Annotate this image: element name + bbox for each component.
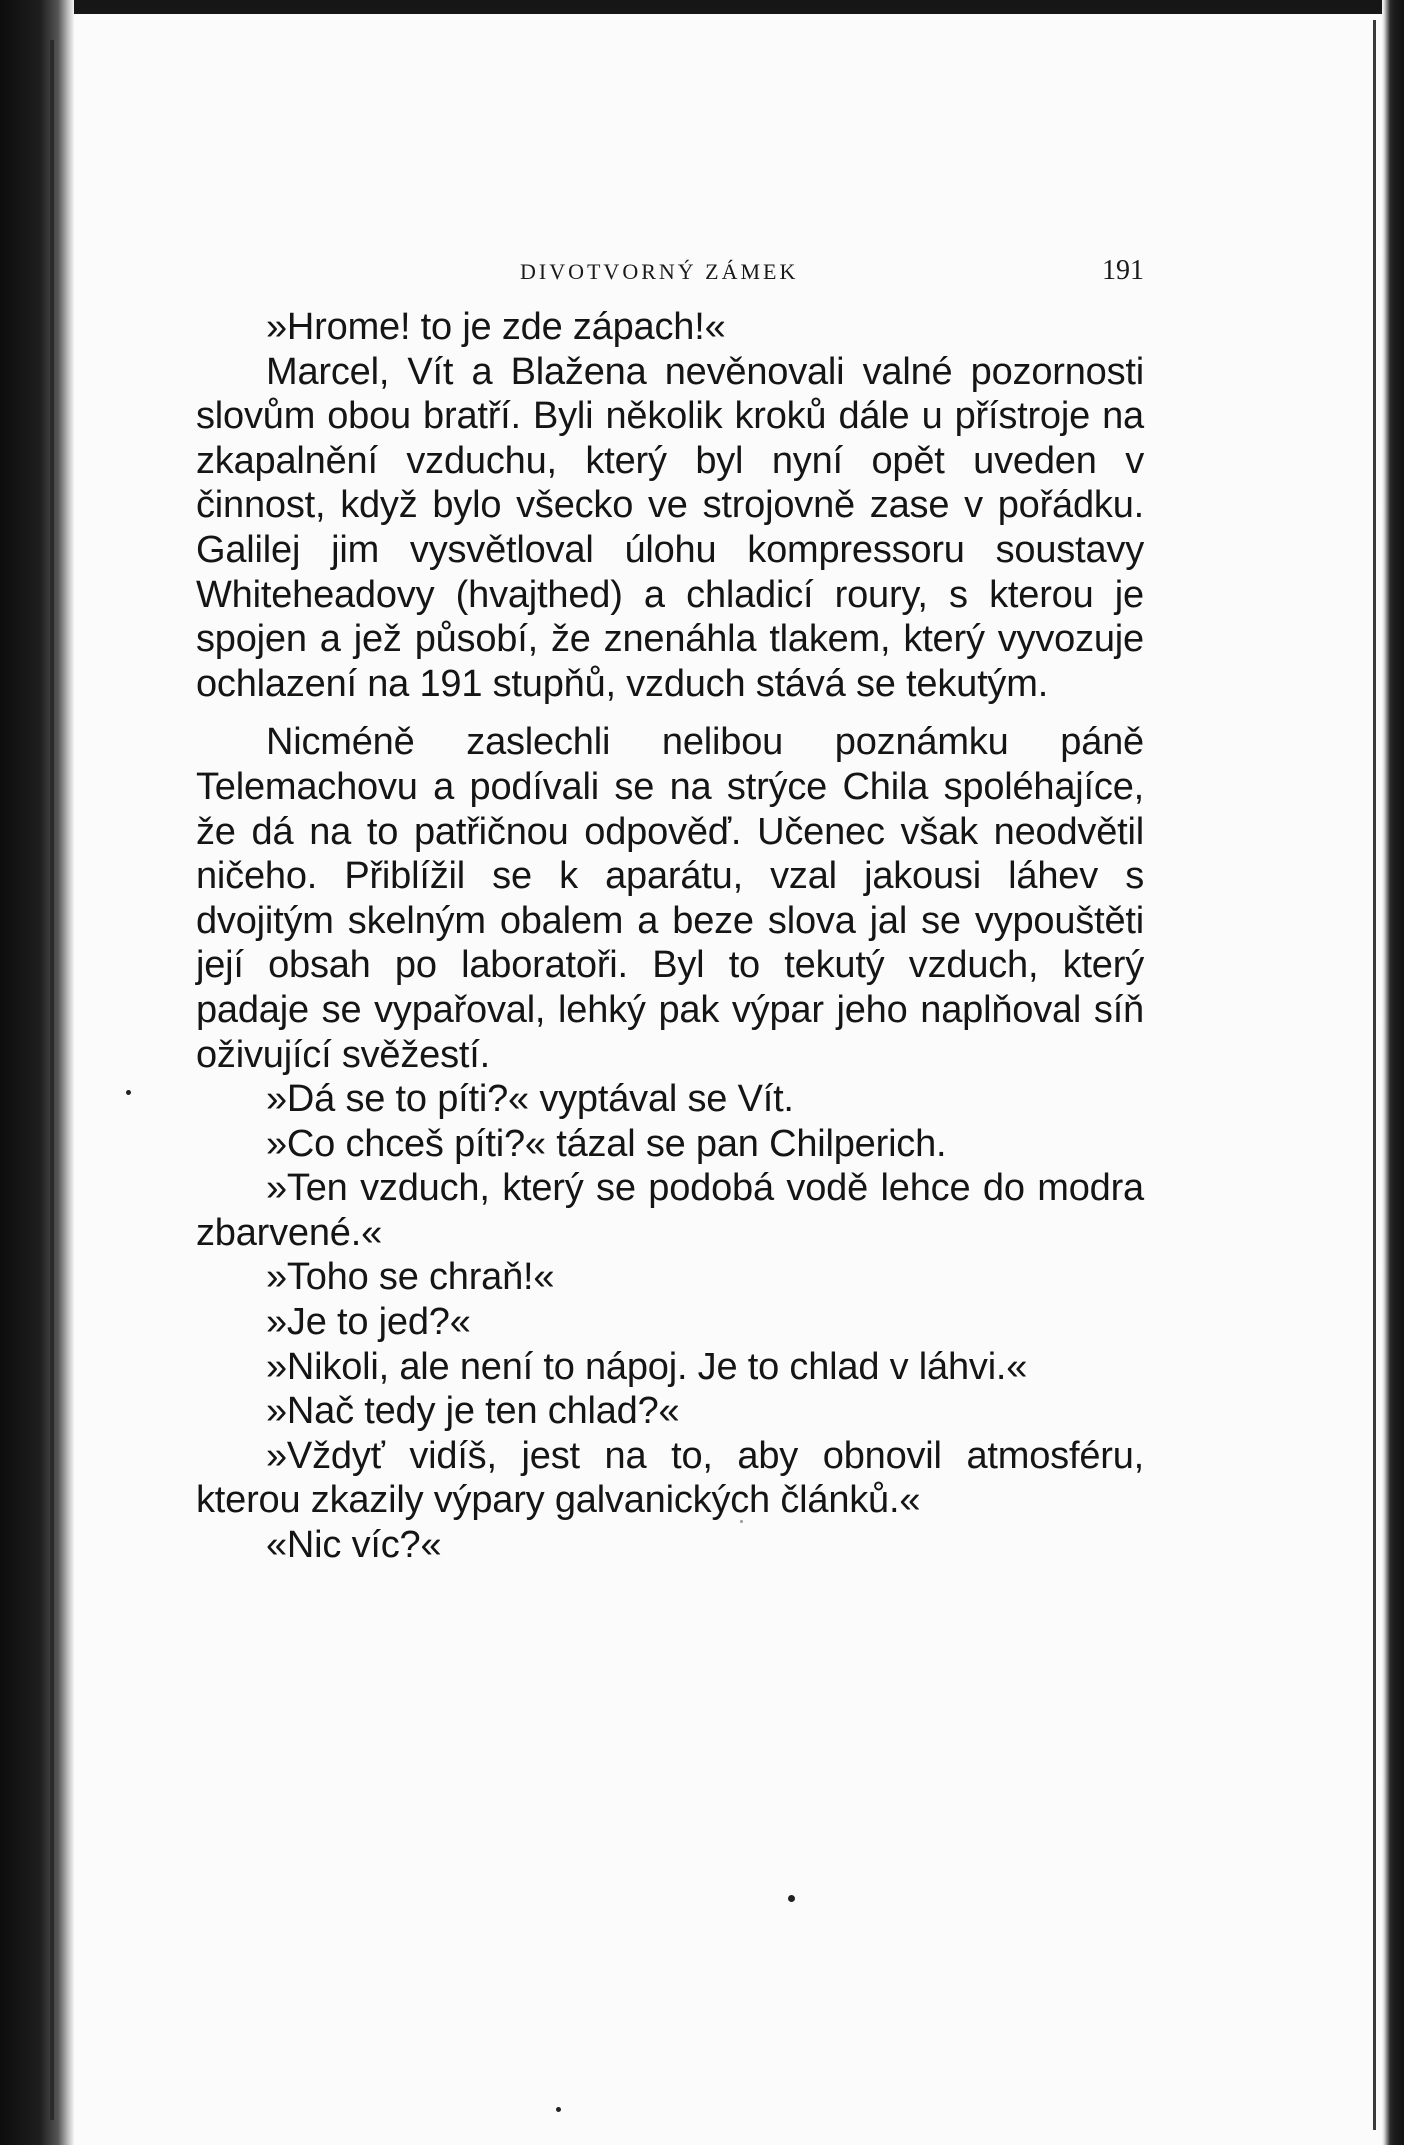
dialogue-line: »Co chceš píti?« tázal se pan Chilperich. — [266, 1122, 947, 1165]
dialogue-line: »Dá se to píti?« vyptával se Vít. — [266, 1078, 794, 1121]
running-head: DIVOTVORNÝ ZÁMEK — [520, 259, 799, 284]
paragraph: »Hrome! to je zde zápach!« — [266, 306, 726, 348]
dialogue-line: »Toho se chraň!« — [266, 1256, 555, 1299]
page-right-edge — [1382, 0, 1404, 2145]
page-header — [196, 255, 1144, 305]
scan-speck — [788, 1895, 795, 1902]
right-edge-line — [1373, 20, 1376, 2130]
paragraph: Nicméně zaslechli nelibou poznámku páně Telemachovu a podívali se na strýce Chila spoléhajíce, že dá na to patřičnou odpověď. Učenec však neodvětil ničeho. Přiblížil se k aparátu, vzal jakousi láhev s dvojitým skelným obalem a beze slova jal se vypouštěti její obsah po laboratoři. Byl to tekutý vzduch, který padaje se vypařoval, lehký pak výpar jeho naplňoval síň oživující svěžestí. — [196, 721, 1144, 1076]
page-text-block — [196, 255, 1144, 1568]
page-number: 191 — [1102, 255, 1144, 286]
scan-speck — [126, 1090, 131, 1095]
page-binding-shadow — [0, 0, 74, 2145]
dialogue-line: »Vždyť vidíš, jest na to, aby obnovil atmosféru, kterou zkazily výpary galvanických článků.« — [196, 1434, 1144, 1522]
page-top-edge — [0, 0, 1404, 14]
dialogue-line: «Nic víc?« — [266, 1524, 442, 1567]
dialogue-line: »Ten vzduch, který se podobá vodě lehce do modra zbarvené.« — [196, 1167, 1144, 1254]
dialogue-line: »Je to jed?« — [266, 1301, 471, 1344]
dialogue-line: »Nikoli, ale není to nápoj. Je to chlad v láhvi.« — [266, 1345, 1028, 1388]
paragraph: Marcel, Vít a Blažena nevěnovali valné pozornosti slovům obou bratří. Byli několik kroků dále u přístroje na zkapalnění vzduchu, který byl nyní opět uveden v činnost, když bylo všecko ve strojovně zase v pořádku. Galilej jim vysvětloval úlohu kompressoru soustavy Whiteheadovy (hvajthed) a chladicí roury, s kterou je spojen a jež působí, že znenáhla tlakem, který vyvozuje ochlazení na 191 stupňů, vzduch stává se tekutým. — [196, 350, 1144, 705]
scan-speck — [556, 2107, 561, 2112]
dialogue-line: »Nač tedy je ten chlad?« — [266, 1390, 680, 1433]
binding-line — [50, 40, 54, 2120]
